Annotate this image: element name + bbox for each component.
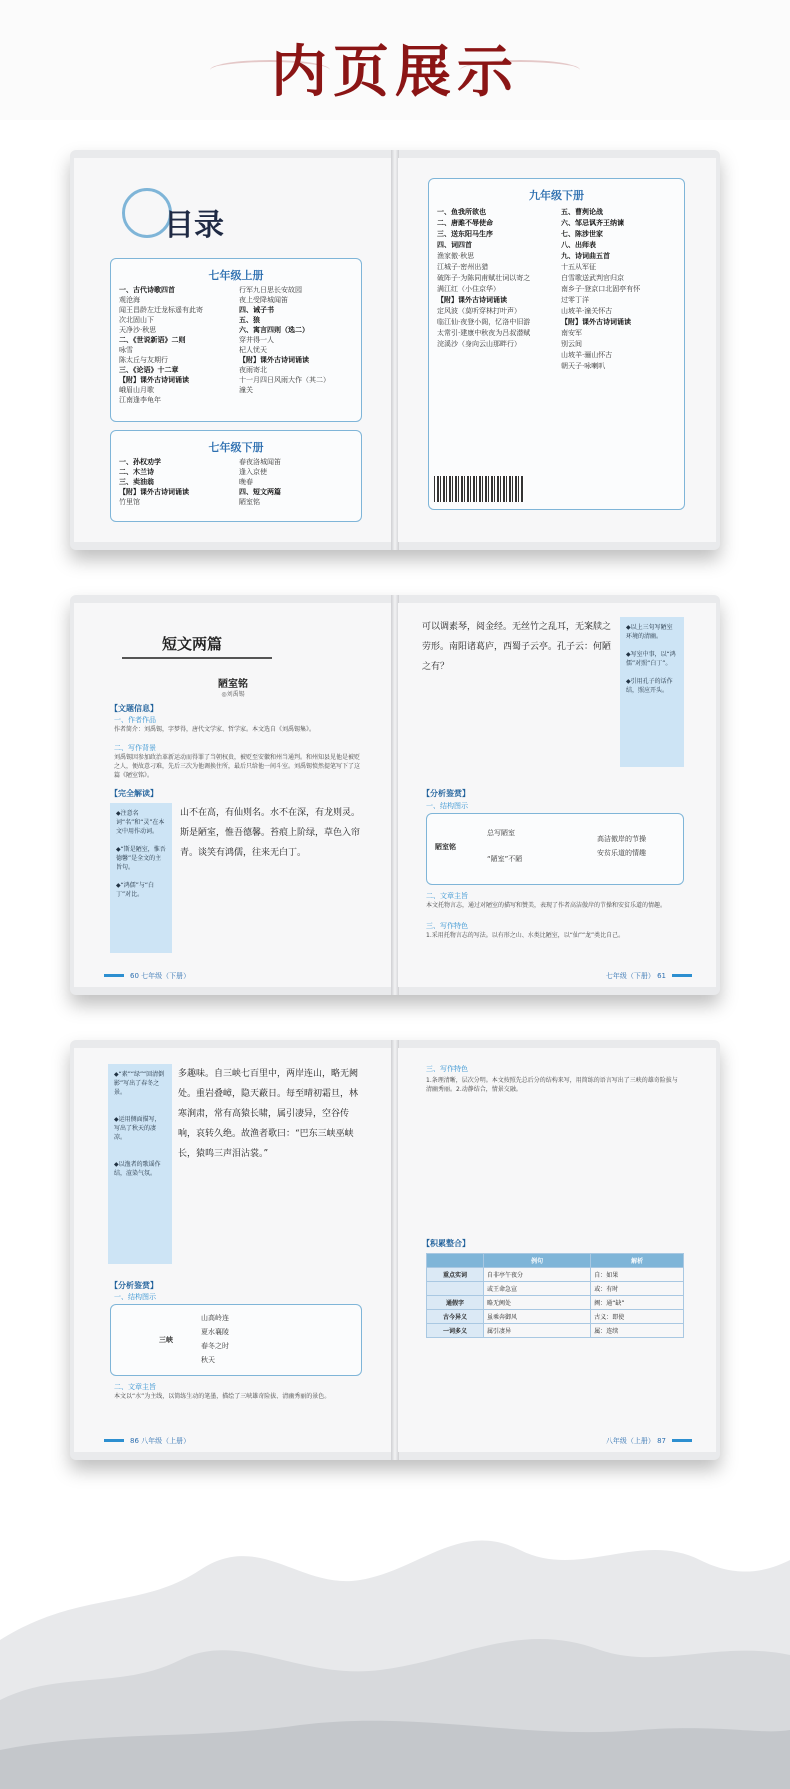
table-row xyxy=(427,1324,684,1338)
section-tag: 【文题信息】 xyxy=(110,704,158,713)
structure-node: 夏水襄陵 xyxy=(201,1328,229,1336)
table-cell: 或王命急宣 xyxy=(484,1282,591,1296)
side-notes xyxy=(620,617,684,767)
note-item: ◆以上三句写陋室环境的清幽。 xyxy=(626,624,673,640)
structure-node: 高洁傲岸的节操 xyxy=(597,835,646,843)
toc-entry[interactable]: 太常引·建康中秋夜为吕叔潜赋 xyxy=(437,329,531,337)
subheading: 三、写作特色 xyxy=(426,922,468,930)
structure-node: 总写陋室 xyxy=(487,829,515,837)
page-footer: 86 八年级（上册） xyxy=(130,1437,191,1445)
toc-entry[interactable]: 陈太丘与友期行 xyxy=(119,356,168,364)
header-banner xyxy=(0,0,790,120)
footer-bar xyxy=(672,974,692,977)
lesson-page-left xyxy=(74,1048,392,1452)
toc-entry[interactable]: 次北固山下 xyxy=(119,316,154,324)
table-cell: 属：连续 xyxy=(591,1324,684,1338)
note-item: ◆运用侧面描写，写出了秋天的凄凉。 xyxy=(114,1116,161,1141)
contents-page-right xyxy=(398,158,716,542)
section-tag: 【分析鉴赏】 xyxy=(422,789,470,798)
table-cell: 通假字 xyxy=(427,1296,484,1310)
toc-entry[interactable]: 六、寓言四则（选二） xyxy=(239,326,309,334)
toc-entry[interactable]: 十一月四日风雨大作（其二） xyxy=(239,376,330,384)
structure-node: 三峡 xyxy=(159,1336,173,1344)
paragraph: 刘禹锡因参加政治革新运动而得罪了当朝权贵，被贬至安徽和州当通判。和州知县见他是被贬之人，便故意刁难，先后三次为他调换住所，最后只给他一间斗室。刘禹锡愤然提笔写下了这篇《陋室铭》。 xyxy=(114,754,361,779)
toc-entry[interactable]: 三、送东阳马生序 xyxy=(437,230,493,238)
toc-entry[interactable]: 别云间 xyxy=(561,340,582,348)
toc-entry[interactable]: 山坡羊·潼关怀古 xyxy=(561,307,613,315)
toc-entry[interactable]: 四、词四首 xyxy=(437,241,472,249)
subheading: 二、文章主旨 xyxy=(426,892,468,900)
table-row xyxy=(427,1268,684,1282)
toc-entry[interactable]: 定风波（莫听穿林打叶声） xyxy=(437,307,521,315)
table-cell: 一词多义 xyxy=(427,1324,484,1338)
table-header-cell xyxy=(427,1254,484,1268)
book-spread-lesson-2 xyxy=(70,1040,720,1460)
structure-node: 陋室铭 xyxy=(435,843,456,851)
book-spread-contents xyxy=(70,150,720,550)
table-cell: 属引凄异 xyxy=(484,1324,591,1338)
toc-entry[interactable]: 南安军 xyxy=(561,329,582,337)
paragraph: 作者简介：刘禹锡，字梦得，唐代文学家、哲学家。本文选自《刘禹锡集》。 xyxy=(114,726,316,733)
essay-text: 可以调素琴，阅金经。无丝竹之乱耳，无案牍之劳形。南阳诸葛庐，西蜀子云亭。孔子云：何陋之有？ xyxy=(422,622,612,672)
lesson-page-right xyxy=(398,1048,716,1452)
note-item: ◆“鸿儒”与“白丁”对比。 xyxy=(116,882,154,898)
table-row xyxy=(427,1296,684,1310)
table-row xyxy=(427,1282,684,1296)
toc-box-ninth xyxy=(428,178,685,510)
subheading: 二、文章主旨 xyxy=(114,1383,156,1391)
page-footer: 七年级（下册） 61 xyxy=(605,972,666,980)
page-title: 内页展示 xyxy=(271,39,519,105)
paragraph: 1.条理清晰，层次分明。本文按照先总后分的结构来写，用简练的语言写出了三峡的雄奇险拔与清幽秀丽。2.动静结合，情景交融。 xyxy=(426,1077,678,1093)
toc-entry[interactable]: 咏雪 xyxy=(119,346,133,354)
toc-entry[interactable]: 晚春 xyxy=(239,478,253,486)
structure-node: 山高岭连 xyxy=(201,1314,229,1322)
subheading: 三、写作特色 xyxy=(426,1065,468,1073)
toc-entry[interactable]: 江南逢李龟年 xyxy=(119,396,161,404)
toc-entry[interactable]: 【附】课外古诗词诵读 xyxy=(561,318,631,326)
toc-entry[interactable]: 【附】课外古诗词诵读 xyxy=(437,296,507,304)
toc-entry[interactable]: 【附】课外古诗词诵读 xyxy=(119,488,189,496)
toc-entry[interactable]: 六、邹忌讽齐王纳谏 xyxy=(561,219,624,227)
toc-entry[interactable]: 渔家傲·秋思 xyxy=(437,252,475,260)
toc-entry[interactable]: 江城子·密州出猎 xyxy=(437,263,489,271)
toc-column xyxy=(119,285,234,405)
essay-title: 陋室铭 xyxy=(218,679,248,690)
note-item: ◆“斯是陋室，惟吾德馨”是全文的主旨句。 xyxy=(116,846,166,871)
toc-entry[interactable]: 朝天子·咏喇叭 xyxy=(561,362,606,370)
toc-entry[interactable]: 峨眉山月歌 xyxy=(119,386,154,394)
toc-entry[interactable]: 二、唐雎不辱使命 xyxy=(437,219,493,227)
toc-box-upper xyxy=(110,258,362,422)
table-row xyxy=(427,1310,684,1324)
note-item: ◆引用孔子的话作结，照应开头。 xyxy=(626,678,673,694)
toc-entry[interactable]: 行军九日思长安故园 xyxy=(239,286,302,294)
essay-author: ◎刘禹锡 xyxy=(221,691,245,698)
toc-entry[interactable]: 逢入京使 xyxy=(239,468,267,476)
book-spread-lesson xyxy=(70,595,720,995)
toc-column xyxy=(119,457,234,507)
toc-entry[interactable]: 临江仙·夜登小阁，忆洛中旧游 xyxy=(437,318,531,326)
essay-text: 多趣味。自三峡七百里中，两岸连山，略无阙处。重岩叠嶂，隐天蔽日。每至晴初霜旦，林寒涧肃，常有高猿长啸，属引凄异，空谷传响，哀转久绝。故渔者歌曰：“巴东三峡巫峡长，猿鸣三声泪沾裳。” xyxy=(178,1069,359,1159)
structure-node: 秋天 xyxy=(201,1356,215,1364)
toc-entry[interactable]: 三、《论语》十二章 xyxy=(119,366,179,374)
structure-node: “陋室”不陋 xyxy=(487,855,523,863)
table-cell: 略无阙处 xyxy=(484,1296,591,1310)
side-notes xyxy=(110,803,172,953)
lesson-page-left xyxy=(74,603,392,987)
section-heading: 短文两篇 xyxy=(122,633,272,659)
toc-entry[interactable]: 五、曹刿论战 xyxy=(561,208,603,216)
paragraph: 1.采用托物言志的写法。以有形之山、水类比陋室，以“仙”“龙”类比自己。 xyxy=(426,932,625,939)
toc-column xyxy=(239,457,354,507)
toc-entry[interactable]: 过零丁洋 xyxy=(561,296,589,304)
contents-title: 目录 xyxy=(164,208,224,243)
ink-mountain-background xyxy=(0,1440,790,1789)
toc-entry[interactable]: 五、狼 xyxy=(239,316,260,324)
paragraph: 本文托物言志，通过对陋室的描写和赞美，表现了作者高洁傲岸的节操和安贫乐道的情趣。 xyxy=(426,902,667,909)
toc-entry[interactable]: 二、木兰诗 xyxy=(119,468,154,476)
toc-entry[interactable]: 一、鱼我所欲也 xyxy=(437,208,486,216)
toc-entry[interactable]: 白雪歌送武判官归京 xyxy=(561,274,624,282)
grade-label-ninth: 九年级下册 xyxy=(529,189,584,202)
toc-column xyxy=(561,207,679,372)
summary-table xyxy=(426,1253,684,1338)
table-header-cell: 解析 xyxy=(591,1254,684,1268)
page-footer: 八年级（上册） 87 xyxy=(605,1437,666,1445)
subheading: 一、结构图示 xyxy=(114,1293,156,1301)
table-cell xyxy=(427,1282,484,1296)
barcode-image xyxy=(434,476,524,502)
toc-box-lower xyxy=(110,430,362,522)
toc-entry[interactable]: 一、古代诗歌四首 xyxy=(119,286,175,294)
toc-entry[interactable]: 山坡羊·骊山怀古 xyxy=(561,351,613,359)
note-item: ◆注意名词“名”和“灵”在本文中用作动词。 xyxy=(116,810,165,835)
toc-entry[interactable]: 【附】课外古诗词诵读 xyxy=(119,376,189,384)
contents-page-left xyxy=(74,158,392,542)
toc-column xyxy=(239,285,354,395)
toc-entry[interactable]: 九、诗词曲五首 xyxy=(561,252,610,260)
toc-entry[interactable]: 破阵子·为陈同甫赋壮词以寄之 xyxy=(437,274,531,282)
toc-entry[interactable]: 穿井得一人 xyxy=(239,336,274,344)
table-cell: 古今异义 xyxy=(427,1310,484,1324)
toc-entry[interactable]: 二、《世说新语》二则 xyxy=(119,336,186,344)
toc-entry[interactable]: 夜雨寄北 xyxy=(239,366,267,374)
table-cell: 或：有时 xyxy=(591,1282,684,1296)
toc-entry[interactable]: 南乡子·登京口北固亭有怀 xyxy=(561,285,641,293)
side-notes xyxy=(108,1064,172,1264)
structure-node: 春冬之时 xyxy=(201,1342,229,1350)
table-cell: 虽乘奔御风 xyxy=(484,1310,591,1324)
toc-entry[interactable]: 春夜洛城闻笛 xyxy=(239,458,281,466)
structure-node: 安贫乐道的情趣 xyxy=(597,849,646,857)
table-header-cell: 例句 xyxy=(484,1254,591,1268)
grade-label-lower: 七年级下册 xyxy=(208,441,264,454)
toc-entry[interactable]: 竹里馆 xyxy=(119,498,140,506)
section-tag: 【分析鉴赏】 xyxy=(110,1281,158,1290)
toc-entry[interactable]: 四、短文两篇 xyxy=(239,488,281,496)
toc-entry[interactable]: 天净沙·秋思 xyxy=(119,326,157,334)
lesson-page-right xyxy=(398,603,716,987)
toc-entry[interactable]: 浣溪沙（身向云山那畔行） xyxy=(437,340,521,348)
toc-entry[interactable]: 潼关 xyxy=(239,386,253,394)
note-item: ◆“素”“绿”“回清倒影”写出了春冬之景。 xyxy=(114,1071,165,1096)
toc-entry[interactable]: 三、卖油翁 xyxy=(119,478,154,486)
page-footer: 60 七年级（下册） xyxy=(130,972,191,980)
toc-entry[interactable]: 八、出师表 xyxy=(561,241,596,249)
subheading: 一、结构图示 xyxy=(426,802,468,810)
toc-entry[interactable]: 七、陈涉世家 xyxy=(561,230,603,238)
subheading: 一、作者作品 xyxy=(114,716,156,724)
grade-label-upper: 七年级上册 xyxy=(208,269,264,282)
toc-entry[interactable]: 闻王昌龄左迁龙标遥有此寄 xyxy=(119,306,203,314)
table-cell: 阙：通“缺” xyxy=(591,1296,684,1310)
section-tag: 【积累整合】 xyxy=(422,1239,470,1248)
toc-entry[interactable]: 杞人忧天 xyxy=(239,346,267,354)
table-cell: 古义：即使 xyxy=(591,1310,684,1324)
toc-entry[interactable]: 十五从军征 xyxy=(561,263,596,271)
table-cell: 重点实词 xyxy=(427,1268,484,1282)
toc-entry[interactable]: 陋室铭 xyxy=(239,498,260,506)
toc-entry[interactable]: 夜上受降城闻笛 xyxy=(239,296,288,304)
toc-entry[interactable]: 观沧海 xyxy=(119,296,140,304)
note-item: ◆写室中事，以“鸿儒”对照“白丁”。 xyxy=(626,651,676,667)
toc-entry[interactable]: 【附】课外古诗词诵读 xyxy=(239,356,309,364)
structure-diagram xyxy=(110,1304,362,1376)
table-cell: 自：如果 xyxy=(591,1268,684,1282)
toc-entry[interactable]: 四、诫子书 xyxy=(239,306,274,314)
subheading: 二、写作背景 xyxy=(114,744,156,752)
table-header-row xyxy=(427,1254,684,1268)
toc-entry[interactable]: 一、孙权劝学 xyxy=(119,458,161,466)
paragraph: 本文以“水”为主线，以简练生动的笔墨，描绘了三峡雄奇险拔、清幽秀丽的景色。 xyxy=(114,1393,331,1400)
table-cell: 自非亭午夜分 xyxy=(484,1268,591,1282)
note-item: ◆以渔者的歌谣作结，渲染气氛。 xyxy=(114,1161,161,1177)
toc-entry[interactable]: 满江红（小住京华） xyxy=(437,285,500,293)
section-tag: 【完全解读】 xyxy=(110,789,158,798)
toc-column xyxy=(437,207,555,350)
structure-diagram xyxy=(426,813,684,885)
essay-text: 山不在高，有仙则名。水不在深，有龙则灵。斯是陋室，惟吾德馨。苔痕上阶绿，草色入帘青。谈笑有鸿儒，往来无白丁。 xyxy=(180,808,361,858)
footer-bar xyxy=(104,974,124,977)
